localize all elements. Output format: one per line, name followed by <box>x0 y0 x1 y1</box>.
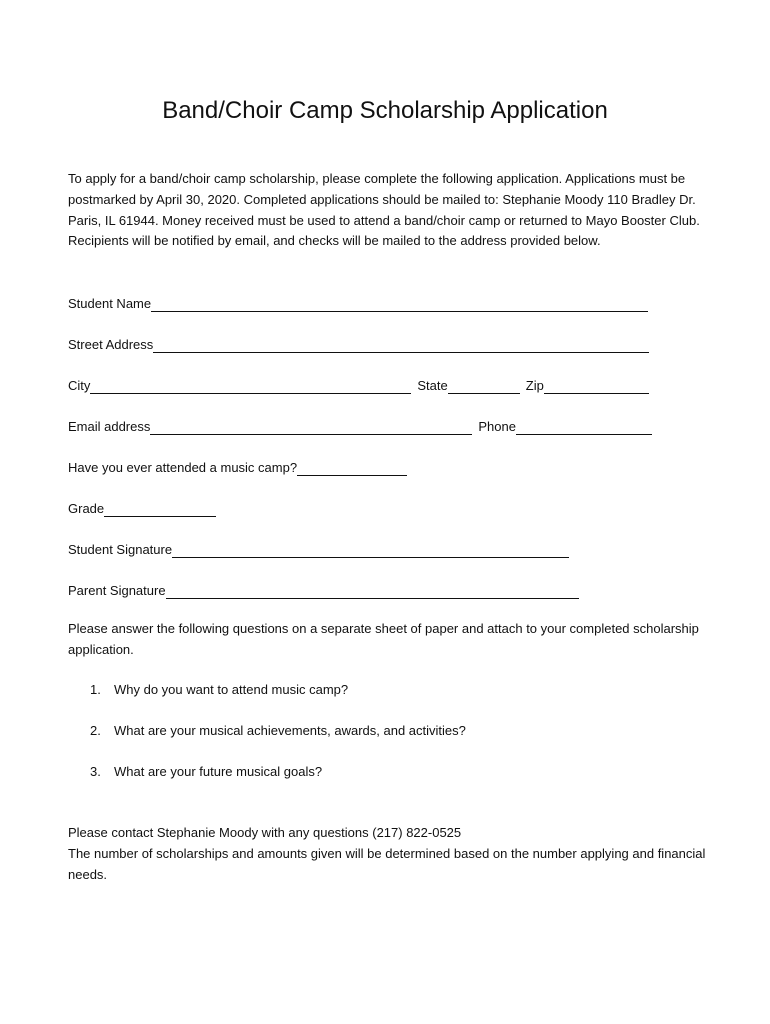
question-number: 1. <box>90 682 101 697</box>
contact-line: Please contact Stephanie Moody with any questions (217) 822-0525 <box>68 825 462 840</box>
city-label: City <box>68 378 91 393</box>
zip-field[interactable] <box>544 378 649 394</box>
music-camp-field[interactable] <box>297 460 407 476</box>
scholarship-note: The number of scholarships and amounts given will be determined based on the number applying and financial needs. <box>68 846 706 882</box>
state-label: State <box>417 378 448 393</box>
student-signature-row <box>68 538 569 558</box>
email-field[interactable] <box>150 419 472 435</box>
grade-label: Grade <box>68 501 105 516</box>
student-signature-field[interactable] <box>172 542 569 558</box>
question-item <box>90 764 322 780</box>
zip-label: Zip <box>525 378 544 393</box>
street-address-field[interactable] <box>153 337 649 353</box>
student-signature-label: Student Signature <box>68 542 173 557</box>
question-text: What are your future musical goals? <box>114 764 323 779</box>
state-field[interactable] <box>448 378 520 394</box>
question-number: 3. <box>90 764 101 779</box>
question-text: Why do you want to attend music camp? <box>114 682 349 697</box>
email-label: Email address <box>68 419 151 434</box>
parent-signature-label: Parent Signature <box>68 583 166 598</box>
street-address-label: Street Address <box>68 337 154 352</box>
street-address-row <box>68 333 649 353</box>
music-camp-row <box>68 456 407 476</box>
student-name-field[interactable] <box>151 296 648 312</box>
city-state-zip-row <box>68 374 649 394</box>
question-item <box>90 723 466 739</box>
parent-signature-field[interactable] <box>166 583 579 599</box>
email-phone-row <box>68 415 652 435</box>
question-text: What are your musical achievements, awards, and activities? <box>114 723 466 738</box>
phone-label: Phone <box>478 419 516 434</box>
grade-field[interactable] <box>104 501 216 517</box>
question-item <box>90 682 348 698</box>
parent-signature-row <box>68 579 579 599</box>
student-name-label: Student Name <box>68 296 152 311</box>
grade-row <box>68 497 216 517</box>
phone-field[interactable] <box>516 419 652 435</box>
intro-paragraph: To apply for a band/choir camp scholarship, please complete the following application. Applications must be postmarked by April 30, 2020. Completed applications should be mailed to: Stephanie Moody 110 Bradley Dr. Paris, IL 61944. Money received must be used to attend a band/choir camp or returned to Mayo Booster Club. Recipients will be notified by email, and checks will be mailed to the address provided below. <box>68 171 700 249</box>
questions-intro: Please answer the following questions on a separate sheet of paper and attach to your completed scholarship application. <box>68 621 699 657</box>
music-camp-label: Have you ever attended a music camp? <box>68 460 298 475</box>
student-name-row <box>68 292 648 312</box>
question-number: 2. <box>90 723 101 738</box>
page-title: Band/Choir Camp Scholarship Application <box>162 97 608 124</box>
city-field[interactable] <box>90 378 411 394</box>
